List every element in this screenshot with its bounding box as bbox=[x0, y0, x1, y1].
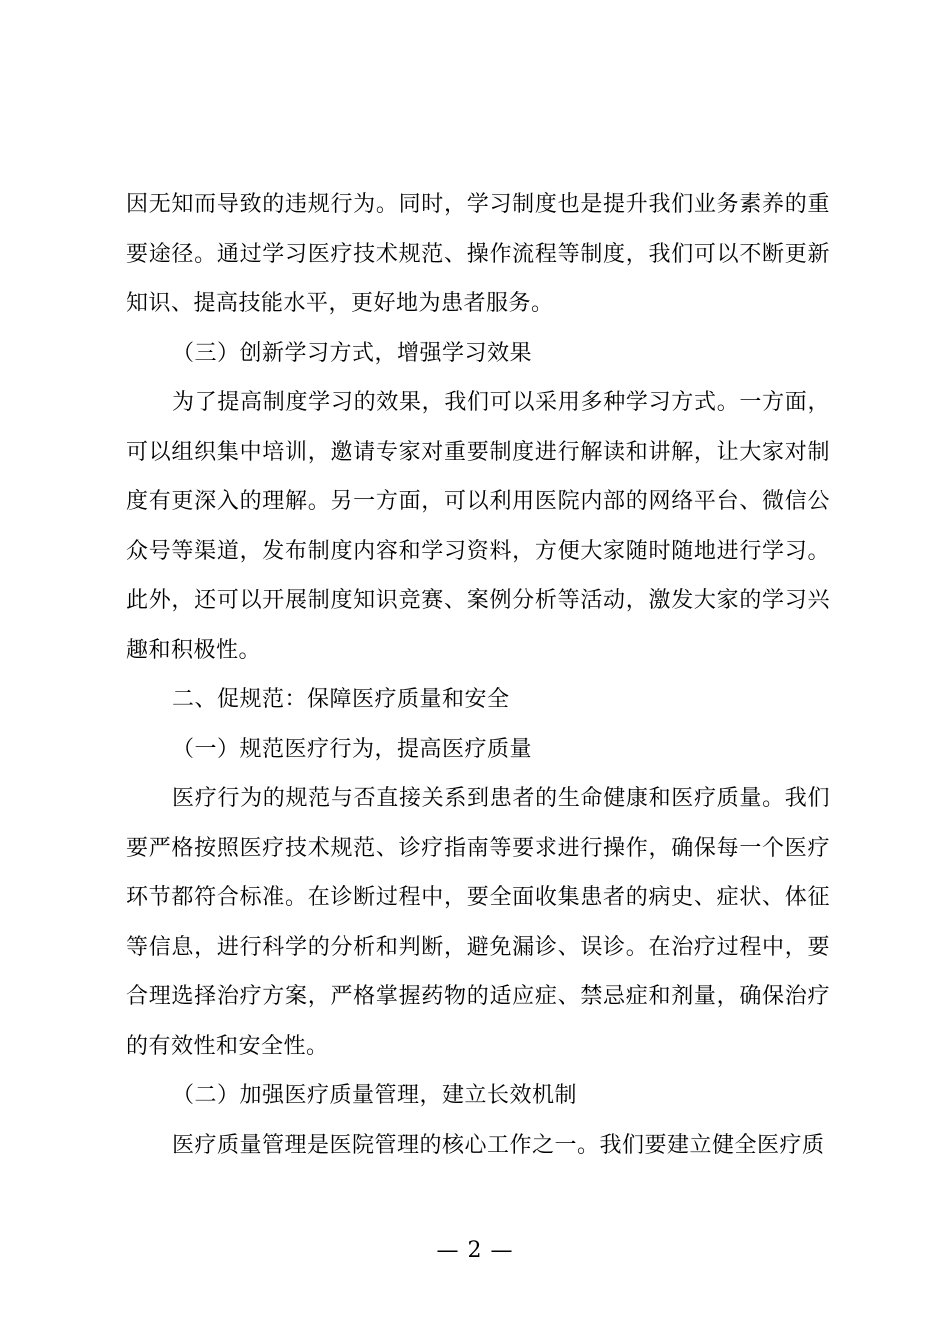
subheading-innovate-learning: （三）创新学习方式，增强学习效果 bbox=[172, 340, 533, 366]
page-number: — 2 — bbox=[436, 1238, 514, 1263]
paragraph-medical-behavior: 医疗行为的规范与否直接关系到患者的生命健康和医疗质量。我们要严格按照医疗技术规范、诊疗指南等要求进行操作，确保每一个医疗环节都符合标准。在诊断过程中，要全面收集患者的病史、症状、体征等信息，进行科学的分析和判断，避免漏诊、误诊。在治疗过程中，要合理选择治疗方案，严格掌握药物的适应症、禁忌症和剂量，确保治疗的有效性和安全性。 bbox=[126, 786, 830, 1059]
body-text bbox=[126, 180, 830, 1170]
paragraph-quality-management: 医疗质量管理是医院管理的核心工作之一。我们要建立健全医疗质 bbox=[172, 1132, 825, 1158]
paragraph-continuation: 因无知而导致的违规行为。同时，学习制度也是提升我们业务素养的重要途径。通过学习医疗技术规范、操作流程等制度，我们可以不断更新知识、提高技能水平，更好地为患者服务。 bbox=[126, 192, 830, 316]
section-heading-standardize: 二、促规范：保障医疗质量和安全 bbox=[172, 687, 510, 712]
subheading-quality-management: （二）加强医疗质量管理，建立长效机制 bbox=[172, 1083, 578, 1108]
subheading-standardize-behavior: （一）规范医疗行为，提高医疗质量 bbox=[172, 736, 533, 762]
paragraph-learning-methods: 为了提高制度学习的效果，我们可以采用多种学习方式。一方面，可以组织集中培训，邀请专家对重要制度进行解读和讲解，让大家对制度有更深入的理解。另一方面，可以利用医院内部的网络平台、微信公众号等渠道，发布制度内容和学习资料，方便大家随时随地进行学习。此外，还可以开展制度知识竞赛、案例分析等活动，激发大家的学习兴趣和积极性。 bbox=[126, 390, 830, 663]
